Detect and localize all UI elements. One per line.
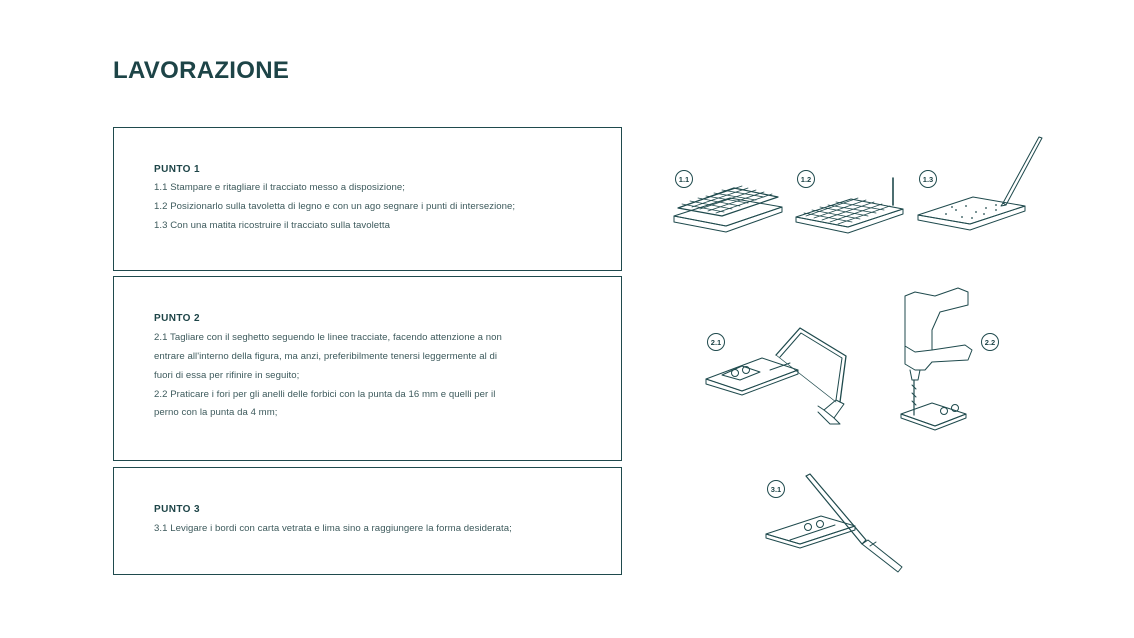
step-1-line: 1.3 Con una matita ricostruire il tracciato sulla tavoletta (154, 220, 390, 231)
drill-illustration (901, 288, 972, 430)
step-2-line: entrare all'interno della figura, ma anzi, preferibilmente tenersi leggermente al di (154, 351, 498, 362)
svg-text:2.1: 2.1 (710, 338, 722, 347)
svg-text:1.3: 1.3 (922, 175, 934, 184)
badge-1-1 (676, 171, 693, 188)
svg-text:1.2: 1.2 (800, 175, 812, 184)
step-2-line: perno con la punta da 4 mm; (154, 407, 278, 418)
svg-text:3.1: 3.1 (770, 485, 782, 494)
template-on-board-illustration (674, 186, 782, 232)
badge-1-3 (920, 171, 937, 188)
badge-1-2 (798, 171, 815, 188)
step-1-line: 1.1 Stampare e ritagliare il tracciato messo a disposizione; (154, 182, 405, 193)
needle-marking-illustration (796, 178, 903, 233)
badge-2-1 (708, 334, 725, 351)
step-2-heading: PUNTO 2 (154, 313, 200, 324)
svg-text:1.1: 1.1 (678, 175, 690, 184)
step-2-line: 2.1 Tagliare con il seghetto seguendo le linee tracciate, facendo attenzione a non (154, 332, 502, 343)
step-2-line: 2.2 Praticare i fori per gli anelli delle forbici con la punta da 16 mm e quelli per il (154, 389, 496, 400)
file-illustration (766, 474, 902, 572)
pencil-tracing-illustration (918, 137, 1042, 230)
svg-text:2.2: 2.2 (984, 338, 996, 347)
step-1-heading: PUNTO 1 (154, 164, 200, 175)
badge-3-1 (768, 481, 785, 498)
step-2-line: fuori di essa per rifinire in seguito; (154, 370, 300, 381)
step-3-heading: PUNTO 3 (154, 504, 200, 515)
step-1-line: 1.2 Posizionarlo sulla tavoletta di legno e con un ago segnare i punti di intersezione; (154, 201, 516, 212)
fret-saw-illustration (706, 328, 846, 424)
page-title: LAVORAZIONE (113, 57, 290, 84)
badge-2-2 (982, 334, 999, 351)
step-3-line: 3.1 Levigare i bordi con carta vetrata e lima sino a raggiungere la forma desiderata; (154, 523, 512, 534)
